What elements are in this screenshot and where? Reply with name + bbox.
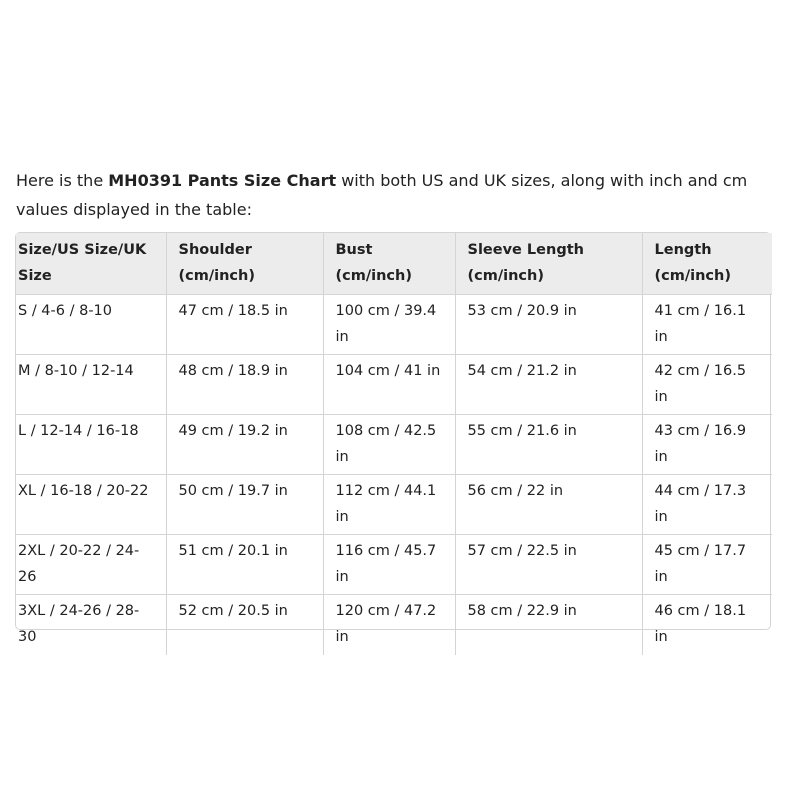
cell-length: 42 cm / 16.5 in — [642, 355, 772, 415]
cell-bust: 112 cm / 44.1 in — [323, 475, 455, 535]
header-row — [16, 233, 772, 295]
cell-sleeve-length: 53 cm / 20.9 in — [455, 295, 642, 355]
size-chart-table-container — [15, 232, 771, 645]
cell-length: 46 cm / 18.1 in — [642, 595, 772, 655]
cell-sleeve-length: 58 cm / 22.9 in — [455, 595, 642, 655]
table-row — [16, 475, 772, 535]
column-header-length: Length (cm/inch) — [642, 233, 772, 295]
cell-sleeve-length: 54 cm / 21.2 in — [455, 355, 642, 415]
cell-size: XL / 16-18 / 20-22 — [16, 475, 166, 535]
table-header — [16, 233, 772, 295]
cell-sleeve-length: 56 cm / 22 in — [455, 475, 642, 535]
intro-paragraph — [16, 166, 786, 224]
table-row — [16, 355, 772, 415]
chart-name: MH0391 Pants Size Chart — [108, 171, 337, 190]
intro-text-before: Here is the — [16, 171, 109, 190]
column-header-shoulder: Shoulder (cm/inch) — [166, 233, 323, 295]
cell-size: S / 4-6 / 8-10 — [16, 295, 166, 355]
cell-length: 44 cm / 17.3 in — [642, 475, 772, 535]
cell-shoulder: 52 cm / 20.5 in — [166, 595, 323, 655]
table-body — [16, 295, 772, 655]
cell-size: 3XL / 24-26 / 28-30 — [18, 603, 140, 645]
cell-bust: 116 cm / 45.7 in — [323, 535, 455, 595]
intro-text-after: with both US and UK sizes, along with inch and cm values displayed in the table: — [16, 171, 748, 219]
cell-bust: 108 cm / 42.5 in — [323, 415, 455, 475]
cell-shoulder: 47 cm / 18.5 in — [166, 295, 323, 355]
cell-size: L / 12-14 / 16-18 — [16, 415, 166, 475]
table-row — [16, 595, 772, 655]
cell-length: 45 cm / 17.7 in — [642, 535, 772, 595]
cell-length: 43 cm / 16.9 in — [642, 415, 772, 475]
cell-sleeve-length: 55 cm / 21.6 in — [455, 415, 642, 475]
table-row — [16, 295, 772, 355]
cell-shoulder: 49 cm / 19.2 in — [166, 415, 323, 475]
table-row — [16, 535, 772, 595]
column-header-bust: Bust (cm/inch) — [323, 233, 455, 295]
cell-size: M / 8-10 / 12-14 — [16, 355, 166, 415]
cell-shoulder: 50 cm / 19.7 in — [166, 475, 323, 535]
column-header-size: Size/US Size/UK Size — [16, 233, 166, 295]
size-chart-table — [16, 233, 772, 655]
cell-sleeve-length: 57 cm / 22.5 in — [455, 535, 642, 595]
cell-shoulder: 48 cm / 18.9 in — [166, 355, 323, 415]
cell-size: 2XL / 20-22 / 24-26 — [16, 535, 166, 595]
cell-bust: 100 cm / 39.4 in — [323, 295, 455, 355]
cell-length: 41 cm / 16.1 in — [642, 295, 772, 355]
cell-bust: 104 cm / 41 in — [323, 355, 455, 415]
cell-bust: 120 cm / 47.2 in — [323, 595, 455, 655]
cell-shoulder: 51 cm / 20.1 in — [166, 535, 323, 595]
column-header-sleeve-length: Sleeve Length (cm/inch) — [455, 233, 642, 295]
table-row — [16, 415, 772, 475]
